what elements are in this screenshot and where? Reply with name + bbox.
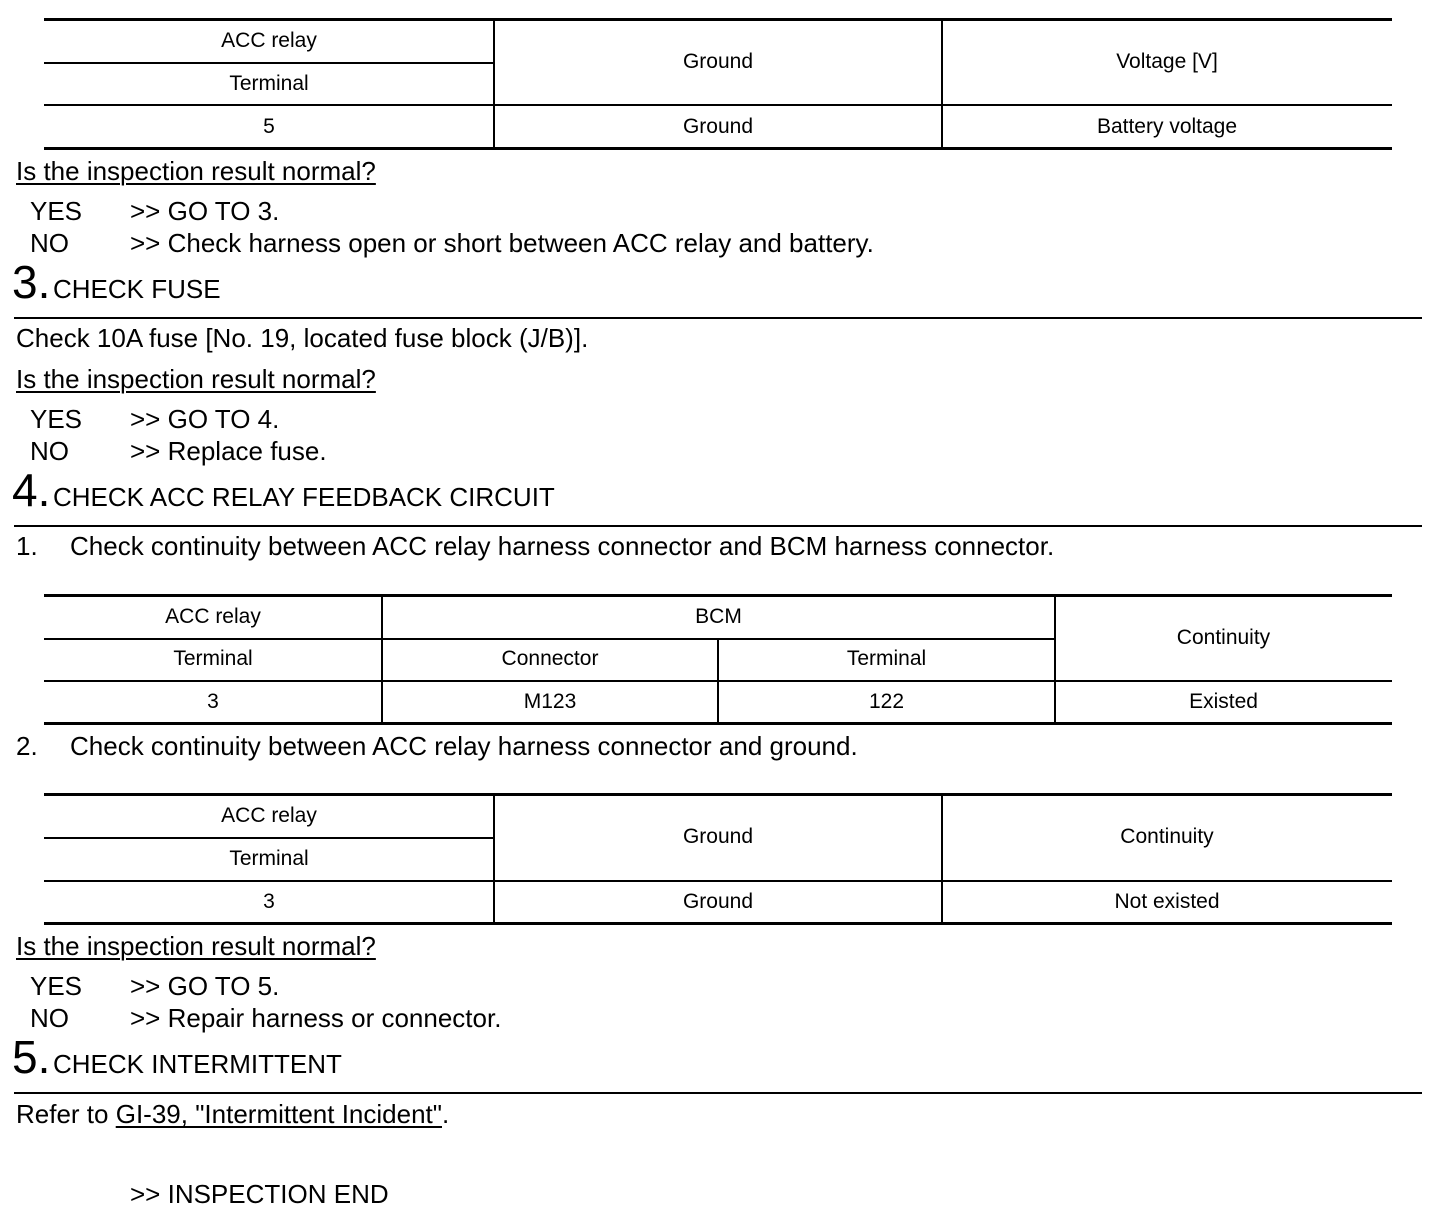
step-body [16, 1101, 449, 1127]
yes-label: YES [30, 196, 83, 226]
yes-action: >> GO TO 5. [130, 971, 280, 1001]
no-action: >> Replace fuse. [130, 436, 327, 466]
cell-ground: Ground [682, 115, 754, 138]
step-number: 4. [12, 464, 51, 516]
header-ground: Ground [682, 50, 754, 73]
table-rule [44, 837, 494, 839]
cell-terminal: 5 [263, 115, 275, 138]
step-title: CHECK FUSE [53, 274, 221, 304]
header-acc-relay: ACC relay [221, 29, 317, 52]
table-rule [44, 147, 1392, 150]
cell-continuity: Existed [1189, 690, 1258, 713]
step-body: Check 10A fuse [No. 19, located fuse block (J/B)]. [16, 323, 589, 353]
cell-terminal: 3 [263, 890, 275, 913]
table-rule [44, 638, 1055, 640]
inspection-question: Is the inspection result normal? [16, 931, 376, 961]
header-ground: Ground [682, 825, 754, 848]
no-action: >> Check harness open or short between ACC relay and battery. [130, 228, 874, 258]
step-number: 3. [12, 256, 51, 308]
no-label: NO [30, 436, 69, 466]
body-prefix: Refer to [16, 1099, 116, 1129]
list-item-text: Check continuity between ACC relay harness connector and ground. [70, 731, 858, 761]
table-rule [44, 104, 1392, 106]
header-terminal: Terminal [846, 647, 927, 670]
header-continuity: Continuity [1176, 626, 1271, 649]
inspection-question: Is the inspection result normal? [16, 156, 376, 186]
yes-label: YES [30, 404, 83, 434]
table-rule [44, 594, 1392, 597]
header-terminal: Terminal [229, 72, 309, 95]
yes-action: >> GO TO 3. [130, 196, 280, 226]
cell-ground: Ground [682, 890, 754, 913]
list-item-number: 2. [16, 731, 38, 761]
cell-connector: M123 [523, 690, 577, 713]
step-title: CHECK ACC RELAY FEEDBACK CIRCUIT [53, 482, 555, 512]
cell-terminal: 122 [868, 690, 905, 713]
list-item-number: 1. [16, 531, 38, 561]
no-label: NO [30, 1003, 69, 1033]
body-suffix: . [442, 1099, 450, 1129]
header-continuity: Continuity [1120, 825, 1214, 848]
table-rule [44, 880, 1392, 882]
step-divider [14, 317, 1422, 319]
table-rule [44, 793, 1392, 796]
no-label: NO [30, 228, 69, 258]
header-bcm: BCM [695, 605, 742, 628]
table-rule [44, 18, 1392, 21]
table-rule [44, 922, 1392, 925]
header-terminal: Terminal [173, 647, 253, 670]
header-acc-relay: ACC relay [221, 804, 317, 827]
table-rule [44, 62, 494, 64]
cell-voltage: Battery voltage [1096, 115, 1238, 138]
cell-terminal: 3 [207, 690, 219, 713]
header-terminal: Terminal [229, 847, 309, 870]
header-acc-relay: ACC relay [165, 605, 261, 628]
header-connector: Connector [501, 647, 599, 670]
inspection-end: >> INSPECTION END [130, 1179, 389, 1209]
reference-link[interactable]: GI-39, "Intermittent Incident" [115, 1099, 442, 1129]
header-voltage: Voltage [V] [1116, 50, 1218, 73]
step-divider [14, 1092, 1422, 1094]
inspection-question: Is the inspection result normal? [16, 364, 376, 394]
list-item-text: Check continuity between ACC relay harness connector and BCM harness connector. [70, 531, 1055, 561]
yes-action: >> GO TO 4. [130, 404, 280, 434]
step-number: 5. [12, 1031, 51, 1083]
yes-label: YES [30, 971, 83, 1001]
step-title: CHECK INTERMITTENT [53, 1049, 342, 1079]
no-action: >> Repair harness or connector. [130, 1003, 502, 1033]
step-divider [14, 525, 1422, 527]
cell-continuity: Not existed [1114, 890, 1220, 913]
